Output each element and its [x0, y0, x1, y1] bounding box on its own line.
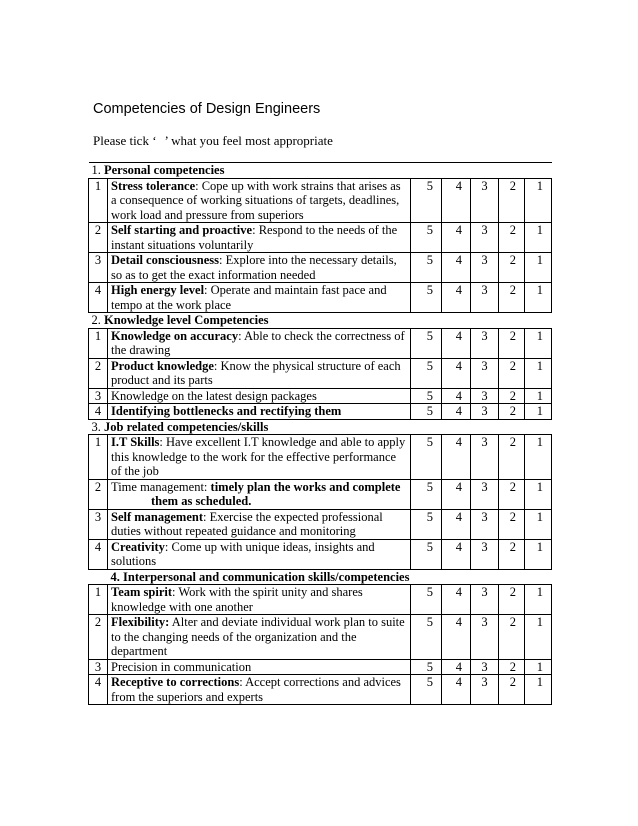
section-title: Knowledge level Competencies — [104, 313, 269, 327]
item-number: 2 — [89, 615, 108, 660]
item-title-cont: them as scheduled. — [151, 494, 252, 508]
rating-option-2[interactable]: 2 — [499, 539, 525, 569]
item-text: : Cope up with work strains that arises as a consequence of working situations of targets, deadlines, work load and pressure from superiors — [111, 178, 401, 222]
section-heading — [89, 163, 552, 179]
rating-option-3[interactable]: 3 — [471, 223, 499, 253]
competency-description — [108, 585, 411, 615]
rating-option-3[interactable]: 3 — [471, 585, 499, 615]
rating-option-1[interactable]: 1 — [525, 253, 552, 283]
rating-option-1[interactable]: 1 — [525, 675, 552, 705]
rating-option-2[interactable]: 2 — [499, 223, 525, 253]
rating-option-4[interactable]: 4 — [442, 283, 471, 313]
competency-description — [108, 404, 411, 420]
rating-option-5[interactable]: 5 — [411, 404, 442, 420]
rating-option-5[interactable]: 5 — [411, 479, 442, 509]
item-number: 3 — [89, 509, 108, 539]
item-title: Team spirit — [111, 585, 172, 599]
item-text: : Work with the spirit unity and shares knowledge with one another — [111, 585, 363, 614]
competency-table — [88, 162, 552, 705]
item-text: Precision in communication — [111, 659, 252, 674]
rating-option-5[interactable]: 5 — [411, 659, 442, 675]
rating-option-2[interactable]: 2 — [499, 479, 525, 509]
rating-option-3[interactable]: 3 — [471, 539, 499, 569]
item-text: : Explore into the necessary details, so as to get the exact information needed — [111, 253, 397, 282]
rating-option-5[interactable]: 5 — [411, 223, 442, 253]
table-row — [89, 659, 552, 675]
item-number: 3 — [89, 388, 108, 404]
rating-option-2[interactable]: 2 — [499, 659, 525, 675]
competency-description — [108, 388, 411, 404]
table-row — [89, 178, 552, 223]
rating-option-4[interactable]: 4 — [442, 675, 471, 705]
item-title: Identifying bottlenecks and rectifying them — [111, 404, 342, 418]
item-title: timely plan the works and complete — [210, 479, 401, 494]
item-number: 1 — [89, 435, 108, 480]
rating-option-1[interactable]: 1 — [525, 539, 552, 569]
rating-option-4[interactable]: 4 — [442, 659, 471, 675]
competency-description — [108, 659, 411, 675]
item-text: : Able to check the correctness of the drawing — [111, 328, 405, 357]
competency-description — [108, 675, 411, 705]
item-text: : Come up with unique ideas, insights and solutions — [111, 539, 375, 568]
rating-option-3[interactable]: 3 — [471, 178, 499, 223]
competency-description — [108, 358, 411, 388]
rating-option-2[interactable]: 2 — [499, 388, 525, 404]
item-title: I.T Skills — [111, 435, 160, 449]
rating-option-5[interactable]: 5 — [411, 178, 442, 223]
instruction-text — [93, 133, 333, 149]
item-title: Self management — [111, 509, 203, 524]
rating-option-4[interactable]: 4 — [442, 178, 471, 223]
rating-option-5[interactable]: 5 — [411, 388, 442, 404]
table-row — [89, 358, 552, 388]
item-title: Product knowledge — [111, 358, 214, 373]
competency-description — [108, 479, 411, 509]
rating-option-1[interactable]: 1 — [525, 615, 552, 660]
item-number: 2 — [89, 223, 108, 253]
rating-option-5[interactable]: 5 — [411, 615, 442, 660]
rating-option-2[interactable]: 2 — [499, 178, 525, 223]
item-text: : Know the physical structure of each product and its parts — [111, 358, 401, 387]
rating-option-2[interactable]: 2 — [499, 283, 525, 313]
rating-option-4[interactable]: 4 — [442, 509, 471, 539]
rating-option-5[interactable]: 5 — [411, 509, 442, 539]
item-number: 1 — [89, 178, 108, 223]
rating-option-4[interactable]: 4 — [442, 253, 471, 283]
rating-option-4[interactable]: 4 — [442, 358, 471, 388]
item-text: : Have excellent I.T knowledge and able to apply this knowledge to the work for the effective performance of the job — [111, 435, 406, 478]
table-row — [89, 479, 552, 509]
rating-option-3[interactable]: 3 — [471, 479, 499, 509]
item-number: 3 — [89, 253, 108, 283]
table-row — [89, 283, 552, 313]
table-row — [89, 388, 552, 404]
rating-option-3[interactable]: 3 — [471, 253, 499, 283]
item-title: Receptive to corrections — [111, 675, 240, 689]
table-row — [89, 253, 552, 283]
item-number: 1 — [89, 585, 108, 615]
item-title: High energy level — [111, 283, 205, 297]
item-text: : Exercise the expected professional duties without repeated guidance and monitoring — [111, 509, 383, 538]
rating-option-1[interactable]: 1 — [525, 388, 552, 404]
section-heading — [89, 569, 552, 585]
competency-description — [108, 178, 411, 223]
table-row — [89, 328, 552, 358]
rating-option-5[interactable]: 5 — [411, 539, 442, 569]
rating-option-3[interactable]: 3 — [471, 283, 499, 313]
item-title: Flexibility: — [111, 615, 170, 629]
table-row — [89, 615, 552, 660]
rating-option-3[interactable]: 3 — [471, 328, 499, 358]
instruction-start: Please tick ‘ — [93, 133, 157, 148]
rating-option-5[interactable]: 5 — [411, 328, 442, 358]
table-row — [89, 675, 552, 705]
item-title: Self starting and proactive — [111, 223, 253, 237]
rating-option-3[interactable]: 3 — [471, 435, 499, 480]
item-number: 4 — [89, 404, 108, 420]
competency-description — [108, 435, 411, 480]
rating-option-2[interactable]: 2 — [499, 253, 525, 283]
page-title: Competencies of Design Engineers — [93, 101, 321, 117]
item-title: Detail consciousness — [111, 253, 219, 267]
section-header-row — [89, 569, 552, 585]
table-row — [89, 404, 552, 420]
rating-option-3[interactable]: 3 — [471, 615, 499, 660]
item-number: 4 — [89, 675, 108, 705]
competency-description — [108, 223, 411, 253]
table-row — [89, 435, 552, 480]
table-row — [89, 223, 552, 253]
rating-option-1[interactable]: 1 — [525, 479, 552, 509]
section-header-row — [89, 163, 552, 179]
rating-option-5[interactable]: 5 — [411, 675, 442, 705]
rating-option-3[interactable]: 3 — [471, 509, 499, 539]
rating-option-2[interactable]: 2 — [499, 404, 525, 420]
item-text: Knowledge on the latest design packages — [111, 388, 317, 403]
rating-option-2[interactable]: 2 — [499, 358, 525, 388]
item-number: 4 — [89, 539, 108, 569]
item-text: Time management: — [111, 479, 211, 494]
rating-option-3[interactable]: 3 — [471, 659, 499, 675]
rating-option-3[interactable]: 3 — [471, 358, 499, 388]
rating-option-1[interactable]: 1 — [525, 585, 552, 615]
rating-option-1[interactable]: 1 — [525, 223, 552, 253]
rating-option-2[interactable]: 2 — [499, 435, 525, 480]
rating-option-1[interactable]: 1 — [525, 283, 552, 313]
section-header-row — [89, 313, 552, 329]
item-number: 3 — [89, 659, 108, 675]
section-number: 3. — [91, 419, 101, 434]
item-number: 2 — [89, 479, 108, 509]
rating-option-2[interactable]: 2 — [499, 615, 525, 660]
rating-option-4[interactable]: 4 — [442, 388, 471, 404]
table-row — [89, 539, 552, 569]
section-heading — [89, 313, 552, 329]
item-number: 4 — [89, 283, 108, 313]
rating-option-5[interactable]: 5 — [411, 283, 442, 313]
section-title: Personal competencies — [104, 163, 225, 177]
item-number: 2 — [89, 358, 108, 388]
item-text: : Respond to the needs of the instant situations voluntarily — [111, 223, 398, 252]
rating-option-1[interactable]: 1 — [525, 328, 552, 358]
rating-option-1[interactable]: 1 — [525, 435, 552, 480]
rating-option-4[interactable]: 4 — [442, 223, 471, 253]
rating-option-1[interactable]: 1 — [525, 659, 552, 675]
rating-option-1[interactable]: 1 — [525, 509, 552, 539]
item-number: 1 — [89, 328, 108, 358]
competency-description — [108, 615, 411, 660]
competency-description — [108, 328, 411, 358]
rating-option-5[interactable]: 5 — [411, 253, 442, 283]
section-title: Interpersonal and communication skills/competencies — [123, 569, 410, 584]
table-row — [89, 585, 552, 615]
rating-option-4[interactable]: 4 — [442, 404, 471, 420]
item-title: Stress tolerance — [111, 178, 196, 193]
rating-option-4[interactable]: 4 — [442, 539, 471, 569]
rating-option-4[interactable]: 4 — [442, 585, 471, 615]
competency-description — [108, 539, 411, 569]
rating-option-4[interactable]: 4 — [442, 328, 471, 358]
section-number: 4. — [110, 569, 120, 584]
rating-option-3[interactable]: 3 — [471, 675, 499, 705]
rating-option-3[interactable]: 3 — [471, 388, 499, 404]
table-row — [89, 509, 552, 539]
rating-option-4[interactable]: 4 — [442, 479, 471, 509]
rating-option-5[interactable]: 5 — [411, 358, 442, 388]
item-text: : Operate and maintain fast pace and tempo at the work place — [111, 283, 387, 312]
rating-option-2[interactable]: 2 — [499, 328, 525, 358]
section-number: 1. — [91, 163, 101, 177]
section-title: Job related competencies/skills — [104, 419, 269, 434]
rating-option-2[interactable]: 2 — [499, 675, 525, 705]
rating-option-2[interactable]: 2 — [499, 585, 525, 615]
rating-option-1[interactable]: 1 — [525, 178, 552, 223]
item-title: Creativity — [111, 539, 165, 554]
item-text: Alter and deviate individual work plan to suite to the changing needs of the organization and the department — [111, 615, 405, 658]
rating-option-1[interactable]: 1 — [525, 358, 552, 388]
competency-description — [108, 509, 411, 539]
rating-option-1[interactable]: 1 — [525, 404, 552, 420]
competency-description — [108, 253, 411, 283]
item-text: : Accept corrections and advices from the superiors and experts — [111, 675, 401, 704]
rating-option-3[interactable]: 3 — [471, 404, 499, 420]
competency-description — [108, 283, 411, 313]
rating-option-5[interactable]: 5 — [411, 585, 442, 615]
section-number: 2. — [91, 313, 101, 327]
instruction-end: ’ what you feel most appropriate — [164, 133, 333, 148]
rating-option-4[interactable]: 4 — [442, 435, 471, 480]
rating-option-5[interactable]: 5 — [411, 435, 442, 480]
section-heading — [89, 419, 552, 435]
rating-option-2[interactable]: 2 — [499, 509, 525, 539]
item-title: Knowledge on accuracy — [111, 328, 239, 343]
section-header-row — [89, 419, 552, 435]
rating-option-4[interactable]: 4 — [442, 615, 471, 660]
